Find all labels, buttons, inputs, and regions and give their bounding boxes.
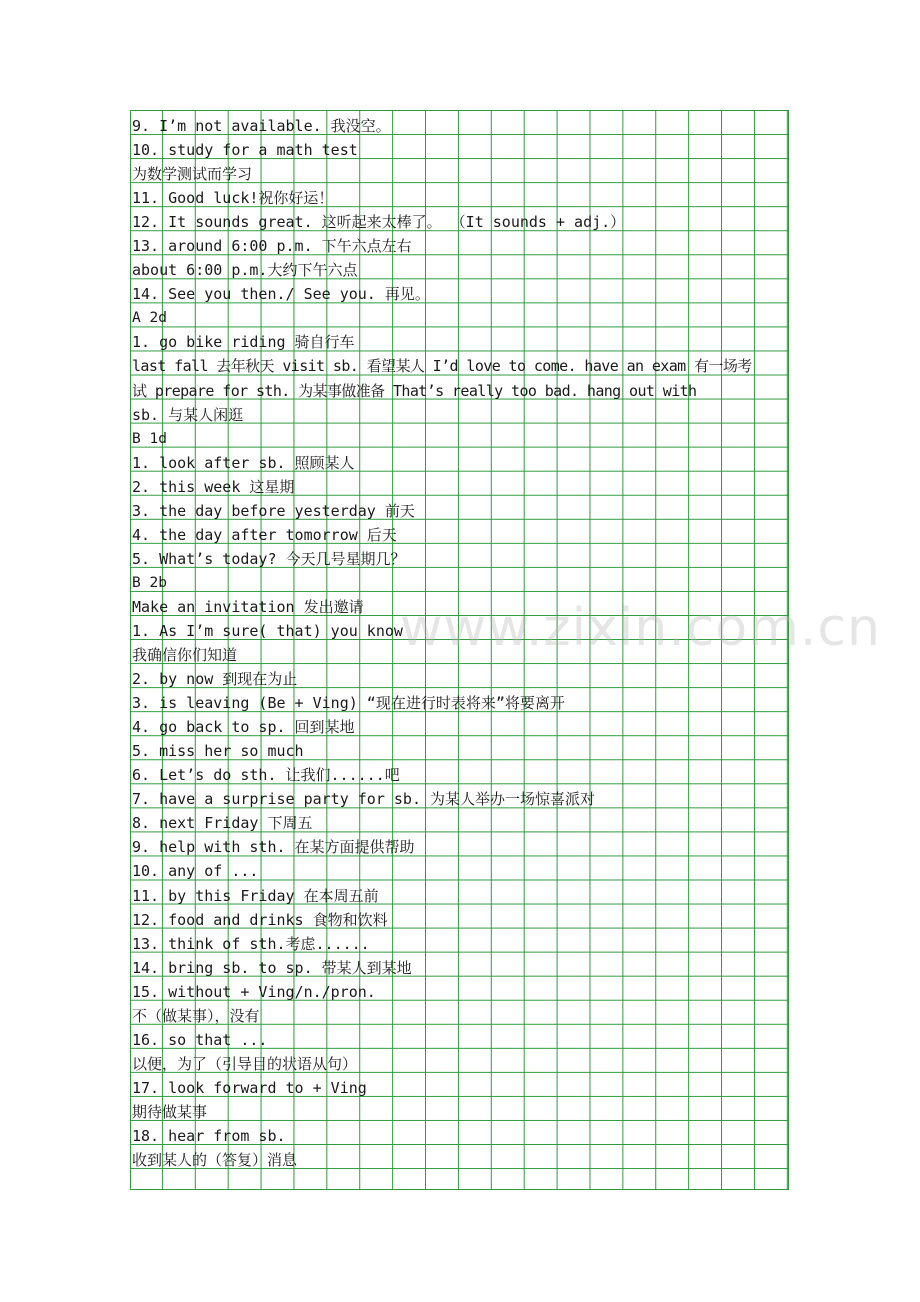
text-line: 12. It sounds great. 这听起来太棒了。 （It sounds + adj.） [132,213,626,232]
text-line: 1. As I’m sure( that) you know [132,621,403,640]
text-line: 3. the day before yesterday 前天 [132,501,415,520]
text-line: 5. miss her so much [132,742,304,761]
text-line: 12. food and drinks 食物和饮料 [132,910,388,929]
text-line: 10. study for a math test [132,141,358,160]
text-line: 试 prepare for sth. 为某事做准备 That’s really too bad. hang out with [132,381,697,400]
text-line: 5. What’s today? 今天几号星期几？ [132,549,406,568]
text-line: 8. next Friday 下周五 [132,814,313,833]
text-line: 14. bring sb. to sp. 带某人到某地 [132,958,412,977]
text-line: 17. look forward to + Ving [132,1078,367,1097]
text-line: 6. Let’s do sth. 让我们......吧 [132,766,400,785]
section-heading: B 2b [132,574,167,591]
section-heading: A 2d [132,310,167,327]
text-line: 以便，为了（引导目的状语从句） [132,1054,358,1073]
text-line: 11. Good luck!祝你好运！ [132,189,334,208]
text-line: 4. go back to sp. 回到某地 [132,718,355,737]
text-line: sb. 与某人闲逛 [132,405,244,424]
document-page [130,110,789,1190]
text-line: 我确信你们知道 [132,646,238,665]
text-line: 9. help with sth. 在某方面提供帮助 [132,838,415,857]
text-line: about 6:00 p.m.大约下午六点 [132,261,358,280]
text-line: 7. have a surprise party for sb. 为某人举办一场惊喜派对 [132,790,596,809]
text-line: 收到某人的（答复）消息 [132,1151,298,1170]
text-line: Make an invitation 发出邀请 [132,597,364,616]
watermark: www.zixin.com.cn [400,598,881,658]
document-text [131,114,788,1172]
text-line: 13. think of sth.考虑...... [132,934,370,953]
text-line: 2. this week 这星期 [132,477,295,496]
text-line: 15. without + Ving/n./pron. [132,982,376,1001]
text-line: 14. See you then./ See you. 再见。 [132,285,430,304]
text-line: 1. go bike riding 骑自行车 [132,333,355,352]
text-line: 18. hear from sb. [132,1126,286,1145]
text-line: 不（做某事），没有 [132,1006,260,1025]
text-line: 2. by now 到现在为止 [132,670,298,689]
text-line: 3. is leaving (Be + Ving) “现在进行时表将来”将要离开 [132,694,565,713]
text-line: 4. the day after tomorrow 后天 [132,525,397,544]
text-line: 16. so that ... [132,1030,268,1049]
text-line: 为数学测试而学习 [132,165,253,184]
text-line: last fall 去年秋天 visit sb. 看望某人 I’d love to come. have an exam 有一场考 [132,357,752,376]
section-heading: B 1d [132,430,167,447]
text-line: 10. any of ... [132,862,259,881]
text-line: 13. around 6:00 p.m. 下午六点左右 [132,237,412,256]
text-line: 期待做某事 [132,1102,208,1121]
text-line: 11. by this Friday 在本周五前 [132,886,379,905]
text-line: 1. look after sb. 照顾某人 [132,453,355,472]
text-line: 9. I’m not available. 我没空。 [132,117,391,135]
